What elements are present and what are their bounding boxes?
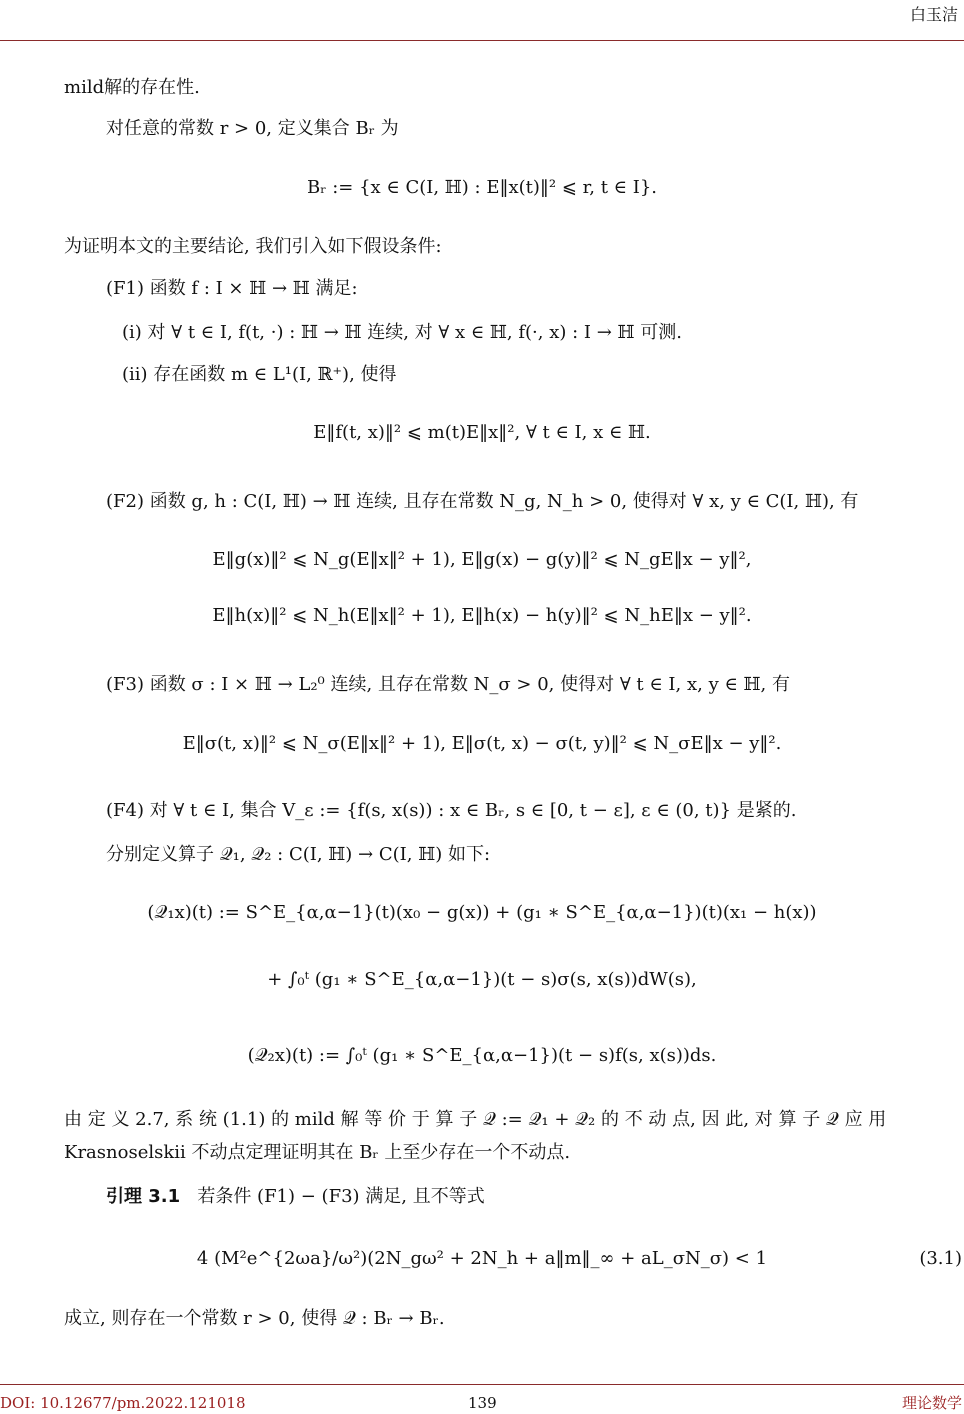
assumption-f1-ii: (ii) 存在函数 m ∈ L¹(I, ℝ⁺), 使得: [122, 364, 397, 385]
assumption-f4: (F4) 对 ∀ t ∈ I, 集合 V_ε := {f(s, x(s)) : x ∈ Bᵣ, s ∈ [0, t − ε], ε ∈ (0, t)} 是紧的.: [106, 800, 797, 821]
running-header-author: 白玉洁: [909, 5, 958, 24]
equation-f2b: E‖h(x)‖² ⩽ N_h(E‖x‖² + 1), E‖h(x) − h(y)‖² ⩽ N_hE‖x − y‖².: [212, 605, 752, 626]
equation-f1: E‖f(t, x)‖² ⩽ m(t)E‖x‖², ∀ t ∈ I, x ∈ ℍ.: [313, 422, 651, 443]
equation-q1a: (𝒬₁x)(t) := S^E_{α,α−1}(t)(x₀ − g(x)) + (g₁ ∗ S^E_{α,α−1})(t)(x₁ − h(x)): [147, 902, 817, 923]
equation-q1b: + ∫₀ᵗ (g₁ ∗ S^E_{α,α−1})(t − s)σ(s, x(s))dW(s),: [267, 969, 697, 990]
lemma-text: 若条件 (F1) − (F3) 满足, 且不等式: [197, 1186, 485, 1207]
paragraph-line: mild解的存在性.: [64, 77, 200, 98]
page-number: 139: [468, 1394, 497, 1412]
equation-number: (3.1): [919, 1248, 962, 1269]
equation-br: Bᵣ := {x ∈ C(I, ℍ) : E‖x(t)‖² ⩽ r, t ∈ I}.: [307, 177, 657, 198]
paragraph-line: 分别定义算子 𝒬₁, 𝒬₂ : C(I, ℍ) → C(I, ℍ) 如下:: [106, 844, 491, 865]
equation-q2: (𝒬₂x)(t) := ∫₀ᵗ (g₁ ∗ S^E_{α,α−1})(t − s)f(s, x(s))ds.: [247, 1045, 717, 1066]
paragraph-line: 由 定 义 2.7, 系 统 (1.1) 的 mild 解 等 价 于 算 子 𝒬 := 𝒬₁ + 𝒬₂ 的 不 动 点, 因 此, 对 算 子 𝒬 应 用: [64, 1109, 887, 1130]
assumption-f1-i: (i) 对 ∀ t ∈ I, f(t, ·) : ℍ → ℍ 连续, 对 ∀ x ∈ ℍ, f(·, x) : I → ℍ 可测.: [122, 322, 682, 343]
equation-f3: E‖σ(t, x)‖² ⩽ N_σ(E‖x‖² + 1), E‖σ(t, x) − σ(t, y)‖² ⩽ N_σE‖x − y‖².: [182, 733, 782, 754]
journal-name: 理论数学: [901, 1394, 962, 1412]
equation-f2a: E‖g(x)‖² ⩽ N_g(E‖x‖² + 1), E‖g(x) − g(y)‖² ⩽ N_gE‖x − y‖²,: [212, 549, 752, 570]
lemma-line: [106, 1184, 485, 1210]
footer-rule: [0, 1384, 964, 1385]
paragraph-line: 对任意的常数 r > 0, 定义集合 Bᵣ 为: [106, 118, 399, 139]
equation-main: 4 (M²e^{2ωa}/ω²)(2N_gω² + 2N_h + a‖m‖_∞ + aL_σN_σ) < 1: [196, 1248, 768, 1269]
paragraph-line: 为证明本文的主要结论, 我们引入如下假设条件:: [64, 236, 442, 257]
lemma-label: 引理 3.1: [106, 1186, 181, 1207]
assumption-f2: (F2) 函数 g, h : C(I, ℍ) → ℍ 连续, 且存在常数 N_g, N_h > 0, 使得对 ∀ x, y ∈ C(I, ℍ), 有: [106, 491, 859, 512]
paragraph-line: Krasnoselskii 不动点定理证明其在 Bᵣ 上至少存在一个不动点.: [64, 1142, 571, 1163]
doi-link[interactable]: DOI: 10.12677/pm.2022.121018: [0, 1394, 246, 1412]
header-rule: [0, 40, 964, 41]
assumption-f3: (F3) 函数 σ : I × ℍ → L₂⁰ 连续, 且存在常数 N_σ > 0, 使得对 ∀ t ∈ I, x, y ∈ ℍ, 有: [106, 674, 790, 695]
assumption-f1: (F1) 函数 f : I × ℍ → ℍ 满足:: [106, 278, 358, 299]
paragraph-line: 成立, 则存在一个常数 r > 0, 使得 𝒬 : Bᵣ → Bᵣ.: [64, 1308, 445, 1329]
